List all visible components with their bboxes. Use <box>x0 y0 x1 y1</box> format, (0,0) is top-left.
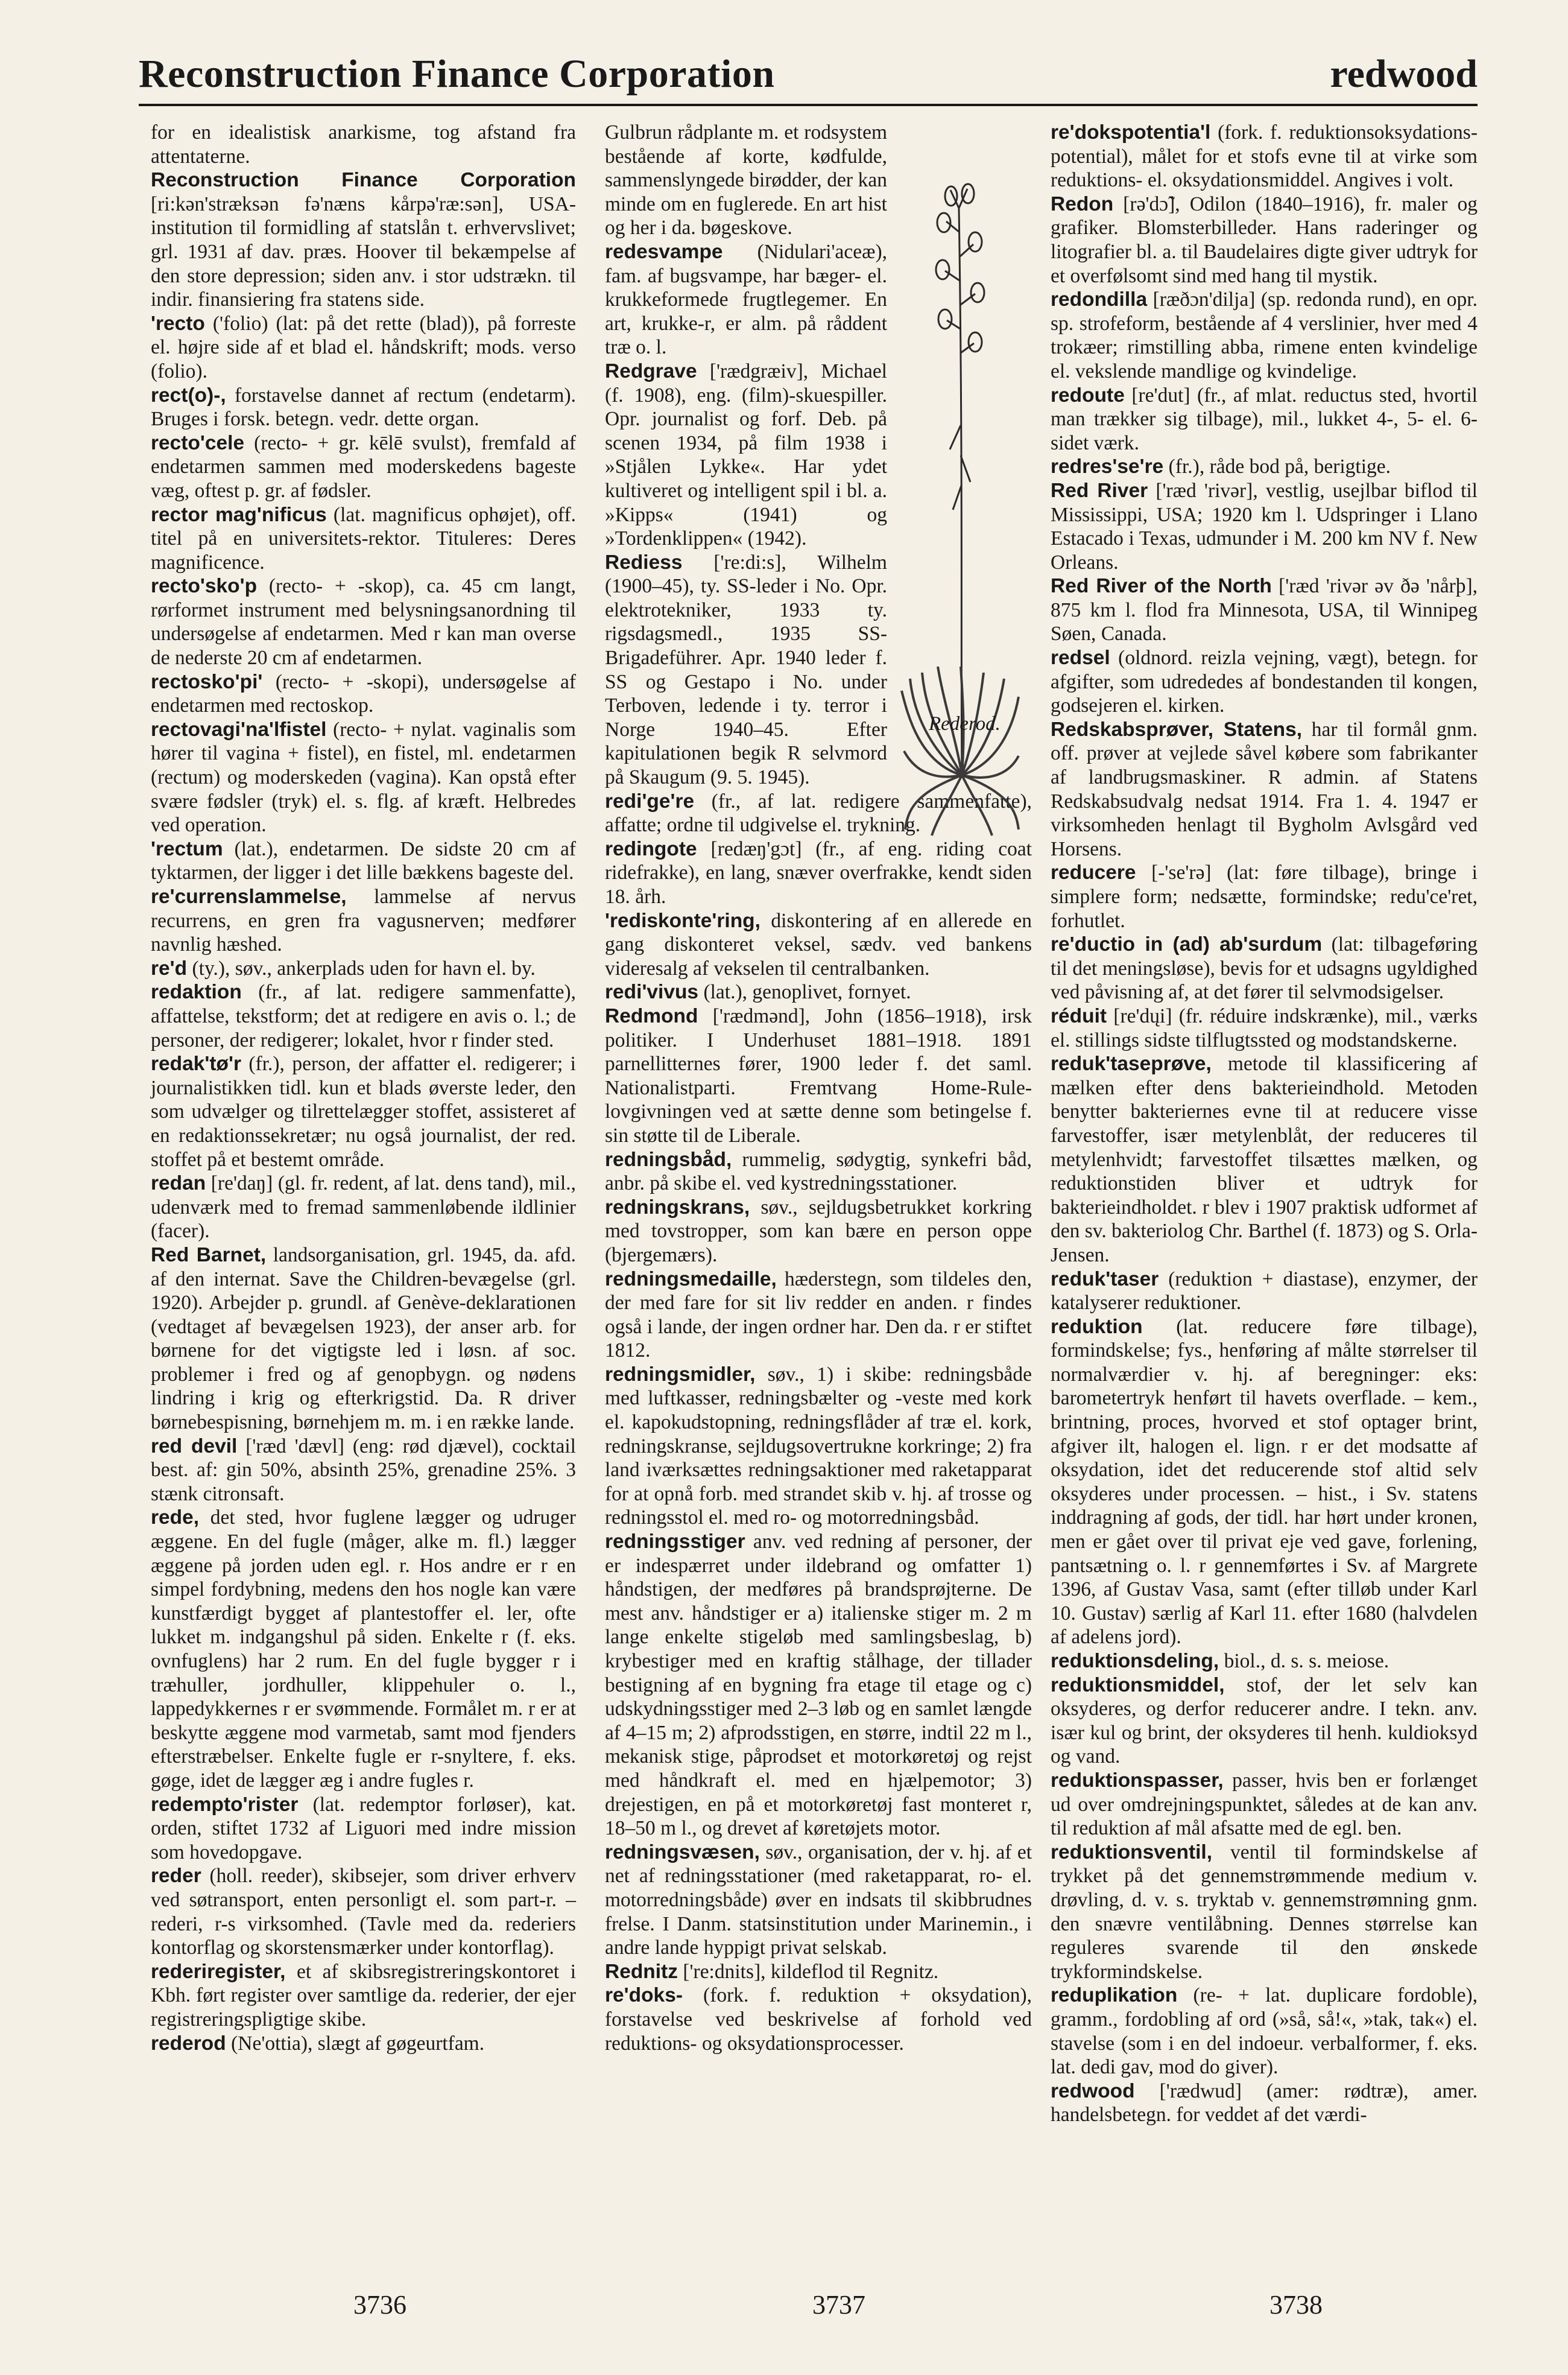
entry-headword: re'ductio in (ad) ab'surdum <box>1051 933 1323 956</box>
entry-text: (fr., af lat. redigere sammenfatte), affatte; ordne til udgivelse el. trykning. <box>605 790 1032 837</box>
dictionary-entry <box>1051 718 1478 861</box>
entry-text: diskontering af en allerede en gang diskonteret veksel, sædv. ved bankens videresalg af vekselen til centralbanken. <box>605 909 1032 980</box>
entry-text: ['re:di:s], Wilhelm (1900–45), ty. SS-leder i No. Opr. elektrotekniker, 1933 ty. rigsdagsmedl., 1935 SS-Brigadeführer. Apr. 1940 leder f. SS og Gestapo i No. under Terboven, ledende i ty. terror i Norge 1940–45. Efter kapitulationen begik R selvmord på Skaugum (9. 5. 1945). <box>605 551 887 789</box>
entry-text: det sted, hvor fuglene lægger og udruger æggene. En del fugle (måger, alke m. fl.) lægger æggene på jorden uden egl. r. Hos andre er r en simpel fordybning, medens den hos nogle kan være kunstfærdigt bygget af plantestoffer el. ler, ofte lukket m. indgangshul på siden. Enkelte r (f. eks. ovnfuglens) har 2 rum. En del fugle bygger r i træhuller, jordhuller, klippehuler o. l., lappedykkernes r er svømmende. Formålet m. r er at beskytte æggene mod varmetab, samt mod fjenders efterstræbelser. Enkelte fugle er r-snyltere, f. eks. gøge, idet de lægger æg i andre fugles r. <box>151 1506 576 1792</box>
entry-text: (lat. magnificus ophøjet), off. titel på en universitets-rektor. Tituleres: Deres magnificence. <box>151 503 576 574</box>
entry-headword: Red River <box>1051 479 1148 502</box>
dictionary-entry <box>1051 1004 1478 1052</box>
entry-text: lammelse af nervus recurrens, en gren fra vagusnerven; medfører navnlig hæshed. <box>151 886 576 956</box>
dictionary-entry <box>1051 1841 1478 1984</box>
page-header <box>139 51 1478 106</box>
entry-headword: redi'vivus <box>605 981 699 1004</box>
header-right-word: redwood <box>1330 52 1478 96</box>
entry-headword: Redmond <box>605 1004 698 1027</box>
entry-text: (ty.), søv., ankerplads uden for havn el. by. <box>187 957 536 980</box>
entry-headword: rectovagi'na'lfistel <box>151 718 327 741</box>
entry-headword: redningsstiger <box>605 1530 745 1553</box>
entry-headword: rederod <box>151 2032 226 2055</box>
dictionary-entry <box>151 980 576 1052</box>
entry-headword: réduit <box>1051 1004 1107 1027</box>
entry-text: (re- + lat. duplicare fordoble), gramm., fordobling af ord (»så, så!«, »tak, tak«) el. stavelse (som i en del indoeur. verbalformer, f. eks. lat. dedi gav, mod do giver). <box>1051 1984 1478 2079</box>
entry-text: (fr.), person, der affatter el. redigerer; i journalistikken tidl. kun et blads øverste leder, den som udvælger og tilrettelægger stoffet, assisteret af en redaktionssekretær; nu også journalist, der red. stoffet på et bestemt område. <box>151 1053 576 1171</box>
entry-headword: redingote <box>605 837 697 860</box>
entry-headword: reduktionsmiddel, <box>1051 1673 1225 1696</box>
dictionary-entry <box>605 1267 1032 1363</box>
header-left-word: Reconstruction Finance Corporation <box>139 52 775 96</box>
entry-text: ['ræd 'rivər əv ðə 'nårþ], 875 km l. flod fra Minnesota, USA, til Winnipeg Søen, Canada. <box>1051 575 1478 645</box>
dictionary-entry <box>151 837 576 885</box>
entry-text: ['rædmənd], John (1856–1918), irsk politiker. I Underhuset 1881–1918. 1891 parnellitternes fører, 1900 leder f. det saml. Nationalistparti. Fremtvang Home-Rule-lovgivningen ved at sætte denne som betingelse f. sin støtte til de Liberale. <box>605 1004 1032 1147</box>
dictionary-entry <box>605 980 1032 1004</box>
dictionary-entry <box>605 1148 1032 1196</box>
entry-text: biol., d. s. s. meiose. <box>1219 1650 1389 1672</box>
dictionary-entry <box>605 1960 1032 1984</box>
entry-headword: reduktion <box>1051 1315 1143 1338</box>
entry-headword: Redskabsprøver, Statens, <box>1051 718 1303 741</box>
entry-text: ventil til formindskelse af trykket på det gennemstrømmende medium v. drøvling, d. v. s. tryktab v. gennemstrømning gnm. den snævre ventilåbning. Dennes størrelse kan reguleres svarende til den ønskede trykformindskelse. <box>1051 1841 1478 1983</box>
entry-headword: redwood <box>1051 2079 1135 2102</box>
entry-text: [rə'dɔ̃], Odilon (1840–1916), fr. maler og grafiker. Blomsterbilleder. Hans raderinger og litografier bl. a. til Baudelaires digte giver udtryk for et overfølsomt sind med hang til mystik. <box>1051 192 1478 287</box>
entry-headword: reduk'taser <box>1051 1267 1159 1290</box>
entry-text: ['re:dnits], kildeflod til Regnitz. <box>677 1960 939 1983</box>
entry-headword: reder <box>151 1865 201 1888</box>
dictionary-entry <box>1051 1649 1478 1673</box>
entry-text: søv., 1) i skibe: redningsbåde med luftkasser, redningsbælter og -veste med kork el. kapokudstopning, redningsflåder af træ el. kork, redningskranse, sejldugsovertrukne korkringe; 2) fra land iværksættes redningsaktioner med raketapparat for at opnå forb. med strandet skib v. hj. af trosse og redningsstol el. med ro- og motorredningsbåd. <box>605 1363 1032 1529</box>
entry-headword: recto'sko'p <box>151 575 258 598</box>
dictionary-entry <box>151 503 576 575</box>
dictionary-entry <box>1051 861 1478 933</box>
dictionary-entry <box>1051 1769 1478 1841</box>
dictionary-entry <box>151 1243 576 1435</box>
page-number: 3736 <box>353 2290 406 2320</box>
entry-headword: reducere <box>1051 861 1136 884</box>
entry-headword: 'rediskonte'ring, <box>605 909 760 932</box>
entry-text: (recto- + gr. kēlē svulst), fremfald af endetarmen sammen med moderskedens bageste væg, oftest p. gr. af fødsler. <box>151 431 576 502</box>
dictionary-entry <box>151 2032 576 2056</box>
dictionary-entry <box>605 1530 1032 1841</box>
dictionary-entry <box>605 1004 1032 1148</box>
dictionary-entry <box>151 957 576 981</box>
entry-headword: redaktion <box>151 981 242 1004</box>
entry-text: [ri:kən'stræksən fə'næns kårpə'ræ:sən], USA-institution til formidling af statslån t. erhvervslivet; grl. 1931 af dav. præs. Hoover til bekæmpelse af den store depression; siden anv. i stor udstrækn. til indir. finansiering fra statens side. <box>151 192 576 311</box>
entry-text: metode til klassificering af mælken efter dens bakterieindhold. Metoden benytter bakteriernes evne til at reducere visse farvestoffer, især metylenblåt, der reduceres til metylenhvidt; farvestoffet tilsættes mælken, og reduktionstiden bliver et udtryk for bakterieindholdet. r blev i 1907 praktisk udformet af den sv. bakteriolog Chr. Barthel (f. 1873) og S. Orla-Jensen. <box>1051 1053 1478 1266</box>
dictionary-entry <box>605 1841 1032 1960</box>
entry-text: (fork. f. reduktion + oksydation), forstavelse ved beskrivelse af forhold ved reduktions- og oksydationsprocesser. <box>605 1984 1032 2055</box>
dictionary-entry <box>151 1172 576 1243</box>
entry-text: [redæŋ'gɔt] (fr., af eng. riding coat ridefrakke), en lang, snæver overfrakke, kendt siden 18. årh. <box>605 837 1032 908</box>
entry-text: ['ræd 'dævl] (eng: rød djævel), cocktail best. af: gin 50%, absinth 25%, grenadine 25%. 3 stænk citronsaft. <box>151 1435 576 1505</box>
entry-headword: Rediess <box>605 551 683 574</box>
entry-headword: rectosko'pi' <box>151 670 263 693</box>
dictionary-entry <box>1051 479 1478 574</box>
dictionary-entry <box>151 431 576 503</box>
dictionary-entry <box>605 1363 1032 1530</box>
dictionary-entry <box>151 384 576 431</box>
entry-text: (fork. f. reduktionsoksydations-potential), målet for et stofs evne til at virke som reduktions- el. oksydationsmiddel. Angives i volt. <box>1051 121 1478 192</box>
entry-headword: 'rectum <box>151 837 223 860</box>
entry-headword: redsel <box>1051 647 1110 670</box>
entry-headword: red devil <box>151 1435 238 1457</box>
dictionary-entry <box>1051 455 1478 479</box>
entry-text: (recto- + nylat. vaginalis som hører til vagina + fistel), en fistel, ml. endetarmen (rectum) og moderskeden (vagina). Kan opstå efter svære fødsler (tryk) el. s. flg. af kræft. Helbredes ved operation. <box>151 718 576 837</box>
entry-text: [-'se'rə] (lat: føre tilbage), bringe i simplere form; nedsætte, formindske; redu'ce'ret, forhutlet. <box>1051 861 1478 932</box>
dictionary-entry <box>1051 574 1478 646</box>
dictionary-entry <box>605 551 887 790</box>
dictionary-entry <box>605 360 887 551</box>
entry-text: stof, der let selv kan oksyderes, og derfor reducerer andre. I tekn. anv. især kul og brint, der oksyderes til henh. kuldioksyd og vand. <box>1051 1673 1478 1768</box>
entry-text: (lat: tilbageføring til det meningsløse), bevis for et udsagns ugyldighed ved påvisning af, at det fører til selvmodsigelser. <box>1051 933 1478 1004</box>
dictionary-entry <box>605 121 887 240</box>
entry-headword: Reconstruction Finance Corporation <box>151 169 576 192</box>
entry-text: ('folio) (lat: på det rette (blad)), på forreste el. højre side af et blad el. håndskrift; mods. verso (folio). <box>151 312 576 382</box>
dictionary-entry <box>605 1983 1032 2055</box>
dictionary-entry <box>1051 1052 1478 1267</box>
dictionary-entry <box>1051 1673 1478 1769</box>
entry-headword: recto'cele <box>151 431 245 454</box>
dictionary-entry <box>1051 933 1478 1004</box>
entry-text: (oldnord. reizla vejning, vægt), betegn. for afgifter, som udrededes af bondestanden til kongen, godsejeren el. kirken. <box>1051 647 1478 717</box>
dictionary-entry <box>605 837 1032 909</box>
entry-headword: Redgrave <box>605 360 697 382</box>
entry-text: (lat. reducere føre tilbage), formindskelse; fys., henføring af målte størrelser til normalværdier v. hj. af beregninger: eks: barometertryk henført til havets overflade. – kem., brintning, proces, hvorved et stof optager brint, afgiver ilt, halogen el. lign. r er det modsatte af oksydation, idet det reducerende stof altid selv oksyderes under processen. – hist., i Sv. statens inddragning af gods, der tidl. har hørt under kronen, men er gået over til privat eje ved gave, forlening, pantsætning o. l. r gennemførtes i Sv. af Margrete 1396, af Gustav Vasa, samt (efter tilløb under Karl 10. Gustav) særlig af Karl 11. efter 1680 (halvdelen af adelens jord). <box>1051 1315 1478 1649</box>
illustration-caption: Rederod. <box>929 713 1001 735</box>
entry-headword: rede, <box>151 1506 200 1529</box>
entry-headword: redak'tø'r <box>151 1053 241 1076</box>
entry-text: ['ræd 'rivər], vestlig, usejlbar biflod til Mississippi, USA; 1920 km l. Udspringer i Llano Estacado i Texas, udmunder i M. 200 km NV f. New Orleans. <box>1051 479 1478 574</box>
entry-text: [ræðɔn'dilja] (sp. redonda rund), en opr. sp. strofeform, bestående af 4 verslinier, hver med 4 trokæer; rimstilling abba, rimene enten kvindelige el. vekslende mandlige og kvindelige. <box>1051 288 1478 382</box>
dictionary-entry <box>151 1506 576 1792</box>
entry-text: (lat. redemptor forløser), kat. orden, stiftet 1732 af Liguori med indre mission som hovedopgave. <box>151 1793 576 1863</box>
entry-text: [re'dut] (fr., af mlat. reductus sted, hvortil man trækker sig tilbage), mil., lukket 4-, 5- el. 6-sidet værk. <box>1051 384 1478 454</box>
entry-text: (holl. reeder), skibsejer, som driver erhverv ved søtransport, enten personligt el. som part-r. – rederi, r-s virksomhed. (Tavle med da. rederiers kontorflag og skorstensmærker under kontorflag). <box>151 1865 576 1959</box>
entry-headword: re'currenslammelse, <box>151 886 347 908</box>
entry-text: (Ne'ottia), slægt af gøgeurtfam. <box>226 2032 485 2055</box>
dictionary-entry <box>151 121 576 168</box>
entry-text: søv., sejldugsbetrukket korkring med tovstropper, som kan bære en person oppe (bjergemærs). <box>605 1196 1032 1266</box>
entry-text: (reduktion + diastase), enzymer, der katalyserer reduktioner. <box>1051 1267 1478 1314</box>
dictionary-entry <box>1051 192 1478 288</box>
dictionary-entry <box>151 885 576 957</box>
dictionary-entry <box>605 240 887 360</box>
entry-headword: Rednitz <box>605 1960 678 1983</box>
entry-text: passer, hvis ben er forlænget ud over omdrejningspunktet, således at de kan anv. til reduktion af mål afsatte med de egl. ben. <box>1051 1769 1478 1840</box>
entry-headword: reduk'taseprøve, <box>1051 1053 1212 1076</box>
dictionary-entry <box>151 312 576 384</box>
rederod-plant-illustration <box>896 172 1022 842</box>
entry-headword: redesvampe <box>605 240 723 263</box>
page-number: 3738 <box>1269 2290 1323 2320</box>
entry-headword: reduktionsventil, <box>1051 1841 1213 1863</box>
dictionary-entry <box>151 1864 576 1959</box>
entry-headword: Red River of the North <box>1051 575 1272 598</box>
dictionary-entry <box>1051 288 1478 383</box>
dictionary-entry <box>1051 384 1478 455</box>
dictionary-entry <box>151 1960 576 2032</box>
entry-headword: redningsvæsen, <box>605 1841 760 1863</box>
dictionary-entry <box>1051 1267 1478 1315</box>
entry-text: [re'daŋ] (gl. fr. redent, af lat. dens tand), mil., udenværk med to fremad sammenløbende ildlinier (facer). <box>151 1172 576 1243</box>
entry-text: (Nidulari'aceæ), fam. af bugsvampe, har bæger- el. krukkeformede frugtlegemer. En art, krukke-r, er alm. på råddent træ o. l. <box>605 240 887 359</box>
column-3 <box>1051 121 1478 2127</box>
entry-text: landsorganisation, grl. 1945, da. afd. af den internat. Save the Children-bevægelse (grl. 1920). Arbejder p. grundl. af Genève-deklarationen (vedtaget af bevægelsen 1923), der anser arb. for børnene for det vigtigste led i løsn. af soc. problemer i fred og af genopbygn. og nødens lindring i krig og efterkrigstid. Da. R driver børnebespisning, børnehjem m. m. i en række lande. <box>151 1243 576 1434</box>
dictionary-entry <box>1051 646 1478 718</box>
dictionary-entry <box>1051 1315 1478 1649</box>
dictionary-entry <box>1051 121 1478 192</box>
entry-text: (recto- + -skopi), undersøgelse af endetarmen med rectoskop. <box>151 670 576 717</box>
entry-text: ['rædgræiv], Michael (f. 1908), eng. (film)-skuespiller. Opr. journalist og forf. Deb. på scenen 1934, på film 1938 i »Stjålen Lykke«. Har ydet kultiveret og intelligent spil i bl. a. »Kipps« (1941) og »Tordenklippen« (1942). <box>605 360 887 550</box>
dictionary-entry <box>151 1435 576 1506</box>
entry-headword: reduplikation <box>1051 1984 1178 2007</box>
dictionary-entry <box>605 909 1032 981</box>
dictionary-entry <box>151 718 576 837</box>
entry-headword: redondilla <box>1051 288 1148 311</box>
entry-headword: re'doks- <box>605 1984 683 2007</box>
dictionary-entry <box>151 168 576 312</box>
entry-headword: reduktionspasser, <box>1051 1769 1224 1792</box>
entry-headword: re'dokspotentia'l <box>1051 121 1211 144</box>
entry-text: anv. ved redning af personer, der er indespærret under ildebrand og omfatter 1) håndstigen, der medføres på brandsprøjterne. De mest anv. håndstiger er a) italienske stiger m. 2 m lange enkelte stigeløb med samlingsbeslag, b) krybestiger med en kraftig stålhage, der tillader bestigning af en bygning fra etage til etage og c) udskydningsstiger med 2–3 løb og en samlet længde af 4–15 m; 2) afprodsstigen, en større, indtil 22 m l., mekanisk stige, påprodset et motorkøretøj og rejst med håndkraft el. med en hjælpemotor; 3) drejestigen, en på et motorkøretøj fast monteret r, 18–50 m l., og drevet af køretøjets motor. <box>605 1530 1032 1840</box>
dictionary-entry <box>151 1052 576 1172</box>
entry-text: (fr., af lat. redigere sammenfatte), affattelse, tekstform; det at redigere en avis o. l.; de personer, der redigerer; lokalet, hvor r finder sted. <box>151 981 576 1051</box>
entry-headword: re'd <box>151 957 188 980</box>
entry-headword: rector mag'nificus <box>151 503 327 526</box>
entry-headword: redan <box>151 1172 206 1195</box>
entry-headword: redres'se're <box>1051 455 1164 478</box>
entry-text: (fr.), råde bod på, berigtige. <box>1163 455 1391 478</box>
entry-text: (lat.), genoplivet, fornyet. <box>698 981 911 1004</box>
entry-headword: redningskrans, <box>605 1196 750 1219</box>
entry-headword: redempto'rister <box>151 1793 299 1816</box>
entry-headword: rederiregister, <box>151 1960 286 1983</box>
entry-text: har til formål gnm. off. prøver at vejlede såvel købere som fabrikanter af landbrugsmaskiner. R admin. af Statens Redskabsudvalg nedsat 1914. Fra 1. 4. 1947 er virksomheden henlagt til Bygholm Avlsgård ved Horsens. <box>1051 718 1478 860</box>
entry-text: (lat.), endetarmen. De sidste 20 cm af tyktarmen, der ligger i det lille bækkens bageste del. <box>151 837 576 884</box>
entry-text: ['rædwud] (amer: rødtræ), amer. handelsbetegn. for veddet af det værdi- <box>1051 2079 1478 2126</box>
entry-text: [re'dųi] (fr. réduire indskrænke), mil., værks el. stillings sidste tilflugtssted og modstandskerne. <box>1051 1004 1478 1051</box>
header-rule <box>139 104 1478 106</box>
dictionary-entry <box>151 670 576 718</box>
entry-headword: Red Barnet, <box>151 1243 267 1266</box>
dictionary-entry <box>1051 2079 1478 2127</box>
entry-text: et af skibsregistreringskontoret i Kbh. ført register over samtlige da. rederier, der ejer registreringspligtige skibe. <box>151 1960 576 2031</box>
entry-text: søv., organisation, der v. hj. af et net af redningsstationer (med raketapparat, ro- el. motorredningsbåde) øver en indsats til skibbrudnes frelse. I Danm. statsinstitution under Marinemin., i andre lande hyppigt privat selskab. <box>605 1841 1032 1959</box>
entry-headword: redoute <box>1051 384 1125 407</box>
entry-text: Gulbrun rådplante m. et rodsystem bestående af korte, kødfulde, sammenslyngede birødder, der kan minde om en fuglerede. En art hist og her i da. bøgeskove. <box>605 121 887 239</box>
entry-text: rummelig, sødygtig, synkefri båd, anbr. på skibe el. ved kystredningsstationer. <box>605 1148 1032 1195</box>
dictionary-entry <box>151 574 576 670</box>
dictionary-entry <box>1051 1983 1478 2079</box>
entry-text: (recto- + -skop), ca. 45 cm langt, rørformet instrument med belysningsanordning til undersøgelse af endetarmen. Med r kan man overse de nederste 20 cm af endetarmen. <box>151 575 576 670</box>
entry-headword: rect(o)-, <box>151 384 226 407</box>
entry-headword: 'recto <box>151 312 205 335</box>
entry-headword: reduktionsdeling, <box>1051 1650 1219 1672</box>
entry-headword: Redon <box>1051 192 1114 215</box>
entry-headword: redningsbåd, <box>605 1148 732 1171</box>
entry-text: forstavelse dannet af rectum (endetarm). Bruges i forsk. betegn. vedr. dette organ. <box>151 384 576 431</box>
entry-headword: redningsmedaille, <box>605 1267 777 1290</box>
entry-headword: redi'ge're <box>605 790 695 813</box>
entry-text: hæderstegn, som tildeles den, der med fare for sit liv redder en anden. r findes også i lande, der ingen ordner har. Den da. r er stiftet 1812. <box>605 1267 1032 1362</box>
page-number: 3737 <box>812 2290 865 2320</box>
entry-headword: redningsmidler, <box>605 1363 756 1386</box>
dictionary-entry <box>605 1196 1032 1267</box>
entry-text: for en idealistisk anarkisme, tog afstand fra attentaterne. <box>151 121 576 168</box>
column-1 <box>151 121 576 2055</box>
dictionary-entry <box>151 1793 576 1865</box>
